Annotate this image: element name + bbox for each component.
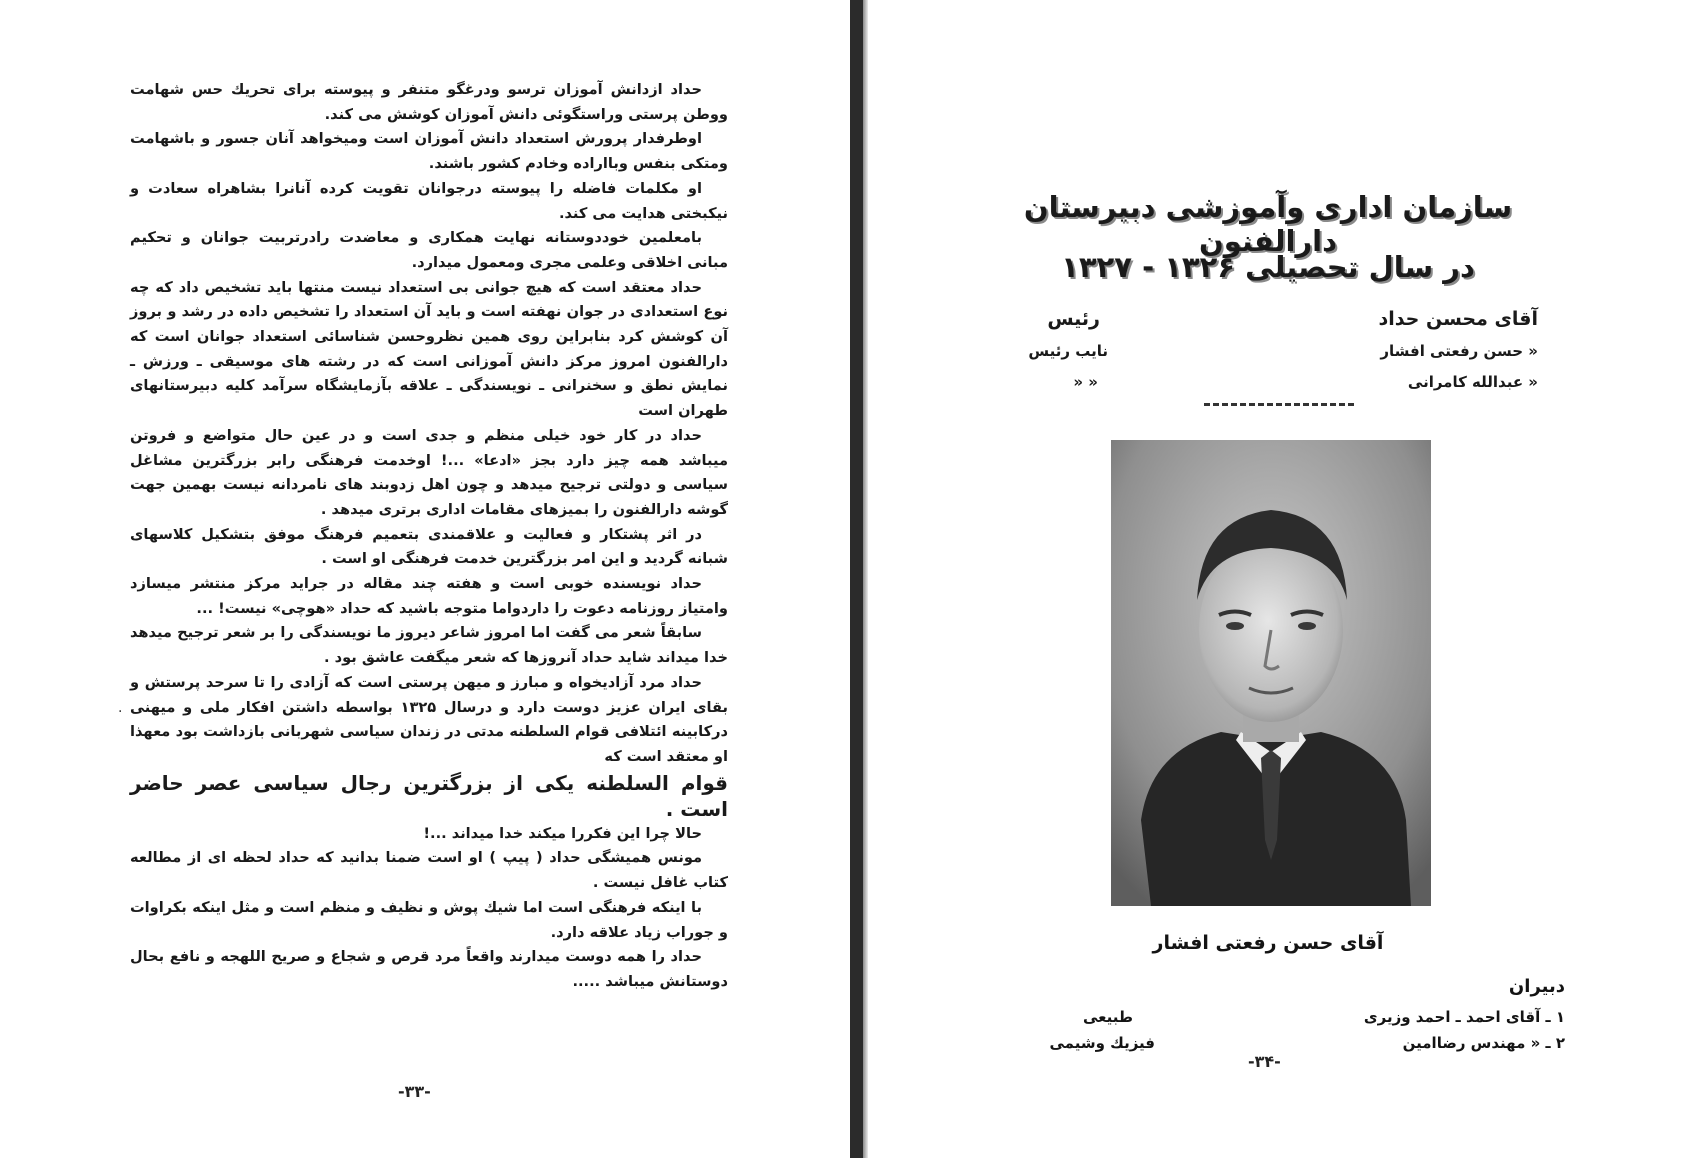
staff-row-director [1018,308,1538,338]
left-page-body [130,78,728,995]
paragraph-13: با اینکه فرهنگی است اما شیك پوش و نظیف و منظم است و مثل اینکه بکراوات و جوراب زیاد علاقه دارد. [130,898,728,941]
page-subtitle: در سال تحصیلی ۱۳۲۶ - ۱۳۲۷ [1061,250,1475,284]
staff-name: آقای محسن حداد [1378,308,1538,330]
paragraph-8: حداد نویسنده خوبی است و هفته چند مقاله در جراید مرکز منتشر میسازد وامتیاز روزنامه دعوت را داردواما متوجه باشید که حداد «هوچی» نیست! ... [130,575,728,617]
paragraph-12: مونس همیشگی حداد ( پیپ ) او است ضمنا بدانید که حداد لحظه ای از مطالعه کتاب غافل نیست . [130,849,728,892]
staff-name: « عبدالله کامرانی [1407,373,1538,391]
portrait-photo [1111,440,1431,906]
staff-row-assistant [1018,373,1538,401]
staff-role: رئیس [1047,308,1100,330]
paragraph-1: حداد ازدانش آموزان ترسو ودرغگو متنفر و پیوسته برای تحریك حس شهامت ووطن پرستی وراستگوئی دانش آموزان کوشش می کند. [130,81,728,123]
paragraph-11: حالا چرا این فکررا میکند خدا میداند ...! [423,824,702,842]
staff-name: « حسن رفعتی افشار [1380,342,1538,360]
divider [1204,403,1354,406]
paragraph-14: حداد را همه دوست میدارند واقعاً مرد قرص و شجاع و صریح اللهجه و نافع بحال دوستانش میباشد ..... [130,948,728,990]
right-page-number: -۳۴- [1248,1052,1281,1071]
teachers-heading: دبیران [1508,976,1565,997]
right-page [868,0,1705,1158]
emphasis-line: قوام السلطنه یکی از بزرگترین رجال سیاسی عصر حاضر است . [130,770,728,821]
teacher-name: ۱ ـ آقای احمد ـ احمد وزیری [1363,1008,1565,1026]
paragraph-5: حداد معتقد است که هیچ جوانی بی استعداد نیست منتها باید تشخیص داد که چه نوع استعدادی در جوان نهفته است و باید آن استعداد را تشخیص داده در رشد و بروز آن کوشش کرد بنابراین روی همین نظروحسن شناسائی استعداد جوانان است که دارالفنون امروز مرکز دانش آموزانی است که در رشته های موسیقی ـ ورزش ـ نمایش نطق و سخنرانی ـ نویسندگی ـ علاقه بآزمایشگاه سرآمد کلیه دبیرستانهای طهران است [130,278,728,420]
paragraph-2: اوطرفدار پرورش استعداد دانش آموزان است ومیخواهد آنان جسور و باشهامت ومتکی بنفس وبااراده وخادم کشور باشند. [130,130,728,173]
paragraph-10: حداد مرد آزادیخواه و مبارز و میهن پرستی است که آزادی را تا سرحد پرستش و بقای ایران عزیز دوست دارد و درسال ۱۳۲۵ بواسطه داشتن افکار ملی و میهنی درکابینه ائتلافی قوام السلطنه مدتی در زندان سیاسی شهربانی بازداشت بود معهذا او معتقد است که [130,673,729,765]
paragraph-6: حداد در کار خود خیلی منظم و جدی است و در عین حال متواضع و فروتن میباشد همه چیز دارد بجز «ادعا» ...! اوخدمت فرهنگی رابر بزرگترین مشاغل سیاسی و دولتی ترجیح میدهد و چون اهل زدوبند های نامردانه نیست بهمین جهت گوشه دارالفنون را بمیزهای مقامات اداری برتری میدهد . [130,426,728,518]
staff-role: « « [1073,373,1098,391]
left-page-number: -۳۳- [398,1082,431,1101]
teacher-subject: طبیعی [1082,1008,1133,1026]
teacher-subject: فیزیك وشیمی [1049,1034,1155,1052]
paragraph-7: در اثر پشتکار و فعالیت و علاقمندی بتعمیم فرهنگ موفق بتشکیل کلاسهای شبانه گردید و این امر بزرگترین خدمت فرهنگی او است . [130,525,728,568]
portrait-caption: آقای حسن رفعتی افشار [1152,932,1384,954]
staff-role: نایب رئیس [1028,342,1108,360]
teacher-name: ۲ ـ « مهندس رضاامین [1402,1034,1565,1052]
teacher-row [1018,1034,1565,1058]
page-title: سازمان اداری وآموزشی دبیرستان دارالفنون [1023,190,1513,258]
paragraph-4: بامعلمین خوددوستانه نهایت همکاری و معاضدت رادرتربیت جوانان و تحکیم مبانی اخلاقی وعلمی مجری ومعمول میدارد. [130,229,728,271]
paragraph-3: او مکلمات فاضله را پیوسته درجوانان تقویت کرده آنانرا بشاهراه سعادت و نیکبختی هدایت می کند. [130,179,728,222]
margin-mark: · [118,704,123,720]
staff-row-deputy [1018,342,1538,370]
teacher-row [1018,1008,1565,1032]
paragraph-9: سابقاً شعر می گفت اما امروز شاعر دیروز ما نویسندگی را بر شعر ترجیح میدهد خدا میداند شاید حداد آنروزها که شعر میگفت عاشق بود . [130,624,728,667]
book-gutter [850,0,863,1158]
